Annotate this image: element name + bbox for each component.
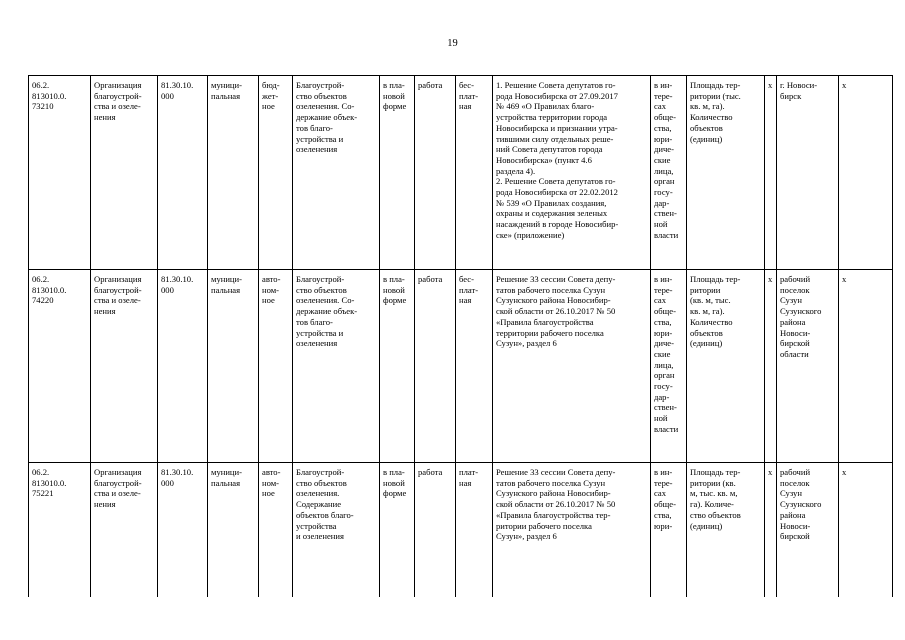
territory-cell: рабочий поселок Сузун Сузунского района Новоси- бирской <box>777 463 839 620</box>
service-content-cell: Благоустрой- ство объектов озеленения. Со- держание объек- тов благо- устройства и озеленения <box>293 270 380 463</box>
legal-basis-cell: Решение 33 сессии Совета депу- татов рабочего поселка Сузун Сузунского района Новосибир- ской области от 26.10.2017 № 50 «Правила благоустройства территории рабочего поселка Сузун», раздел 6 <box>493 270 651 463</box>
provision-form-cell: в пла- новой форме <box>380 463 415 620</box>
ownership-cell: муници- пальная <box>208 270 259 463</box>
table-row <box>29 463 893 620</box>
page-number: 19 <box>447 38 458 49</box>
mark-cell: x <box>765 76 777 270</box>
page-bottom-margin <box>0 597 905 640</box>
provision-form-cell: в пла- новой форме <box>380 270 415 463</box>
consumers-cell: в ин- тере- сах обще- ства, юри- <box>651 463 687 620</box>
consumers-cell: в ин- тере- сах обще- ства, юри- диче- ские лица, орган госу- дар- ствен- ной власти <box>651 270 687 463</box>
mark-cell: x <box>839 76 893 270</box>
ownership-cell: муници- пальная <box>208 76 259 270</box>
payment-cell: бес- плат- ная <box>456 76 493 270</box>
institution-type-cell: авто- ном- ное <box>259 463 293 620</box>
indicators-cell: Площадь тер- ритории (тыс. кв. м, га). Количество объектов (единиц) <box>687 76 765 270</box>
mark-cell: x <box>765 270 777 463</box>
territory-cell: рабочий поселок Сузун Сузунского района Новоси- бирской области <box>777 270 839 463</box>
service-content-cell: Благоустрой- ство объектов озеленения. Содержание объектов благо- устройства и озеленения <box>293 463 380 620</box>
service-name-cell: Организация благоустрой- ства и озеле- нения <box>91 463 158 620</box>
table-row <box>29 76 893 270</box>
mark-cell: x <box>765 463 777 620</box>
service-code-cell: 06.2. 813010.0. 75221 <box>29 463 91 620</box>
payment-cell: плат- ная <box>456 463 493 620</box>
table-row <box>29 270 893 463</box>
activity-type-cell: работа <box>415 76 456 270</box>
mark-cell: x <box>839 270 893 463</box>
territory-cell: г. Новоси- бирск <box>777 76 839 270</box>
institution-type-cell: авто- ном- ное <box>259 270 293 463</box>
consumers-cell: в ин- тере- сах обще- ства, юри- диче- ские лица, орган госу- дар- ствен- ной власти <box>651 76 687 270</box>
indicators-cell: Площадь тер- ритории (кв. м, тыс. кв. м, га). Количество объектов (единиц) <box>687 270 765 463</box>
institution-type-cell: бюд- жет- ное <box>259 76 293 270</box>
service-content-cell: Благоустрой- ство объектов озеленения. Со- держание объек- тов благо- устройства и озеленения <box>293 76 380 270</box>
okved-code-cell: 81.30.10. 000 <box>158 463 208 620</box>
indicators-cell: Площадь тер- ритории (кв. м, тыс. кв. м, га). Количе- ство объектов (единиц) <box>687 463 765 620</box>
legal-basis-cell: 1. Решение Совета депутатов го- рода Новосибирска от 27.09.2017 № 469 «О Правилах благо- устройства территории города Новосибирска и признании утра- тившими силу отдельных реше- ний Совета депутатов города Новосибирска» (пункт 4.6 раздела 4). 2. Решение Совета депутатов го- рода Новосибирска от 22.02.2012 № 539 «О Правилах создания, охраны и содержания зеленых насаждений в городе Новосибир- ске» (приложение) <box>493 76 651 270</box>
okved-code-cell: 81.30.10. 000 <box>158 76 208 270</box>
service-name-cell: Организация благоустрой- ства и озеле- нения <box>91 76 158 270</box>
activity-type-cell: работа <box>415 463 456 620</box>
activity-type-cell: работа <box>415 270 456 463</box>
service-code-cell: 06.2. 813010.0. 73210 <box>29 76 91 270</box>
provision-form-cell: в пла- новой форме <box>380 76 415 270</box>
legal-basis-cell: Решение 33 сессии Совета депу- татов рабочего поселка Сузун Сузунского района Новосибир- ской области от 26.10.2017 № 50 «Правила благоустройства тер- ритории рабочего поселка Сузун», раздел 6 <box>493 463 651 620</box>
ownership-cell: муници- пальная <box>208 463 259 620</box>
mark-cell: x <box>839 463 893 620</box>
service-name-cell: Организация благоустрой- ства и озеле- нения <box>91 270 158 463</box>
service-code-cell: 06.2. 813010.0. 74220 <box>29 270 91 463</box>
okved-code-cell: 81.30.10. 000 <box>158 270 208 463</box>
registry-table <box>28 75 893 619</box>
payment-cell: бес- плат- ная <box>456 270 493 463</box>
